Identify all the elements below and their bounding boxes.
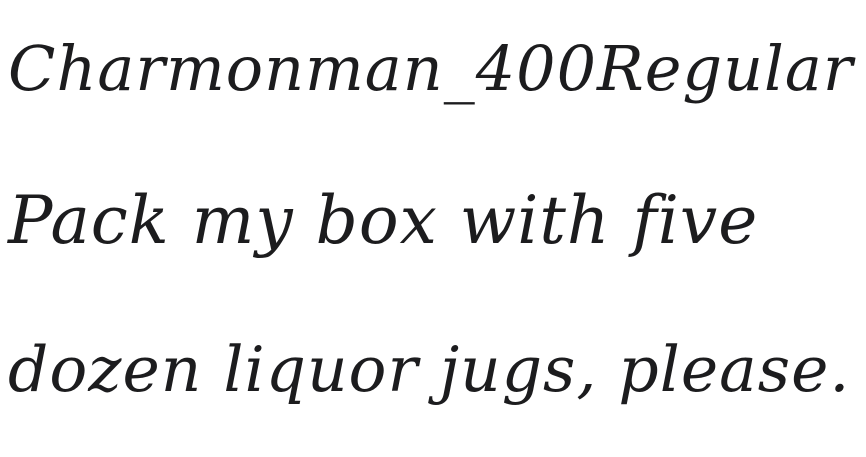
- font-name-heading: Charmonman_400Regular: [8, 32, 854, 105]
- pangram-line-1: Pack my box with five: [8, 182, 759, 259]
- pangram-line-2: dozen liquor jugs, please.: [8, 333, 851, 406]
